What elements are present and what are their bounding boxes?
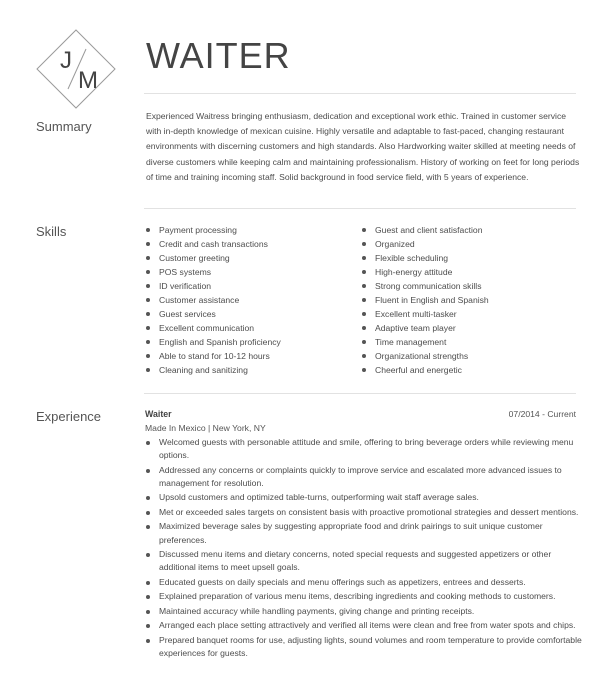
job-bullet-list [145,436,587,662]
skill-item: Customer greeting [145,251,281,265]
job-company: Made In Mexico | New York, NY [145,423,266,433]
divider [144,208,576,209]
skills-list-right [361,223,489,377]
skill-item: Guest services [145,307,281,321]
job-bullet: Upsold customers and optimized table-turns, outperforming wait staff average sales. [145,491,587,504]
skill-item: Cleaning and sanitizing [145,363,281,377]
skills-label: Skills [36,224,67,239]
skill-item: Customer assistance [145,293,281,307]
skill-item: Excellent multi-tasker [361,307,489,321]
skills-list-left [145,223,281,377]
divider [144,93,576,94]
skill-item: Able to stand for 10-12 hours [145,349,281,363]
initial-last: M [78,67,98,94]
monogram-logo [36,29,116,109]
skill-item: POS systems [145,265,281,279]
job-bullet: Educated guests on daily specials and menu offerings such as appetizers, entrees and desserts. [145,576,587,589]
skill-item: Payment processing [145,223,281,237]
skill-item: Adaptive team player [361,321,489,335]
job-bullet: Discussed menu items and dietary concerns, noted special requests and suggested appetizers or other additional items to meet upsell goals. [145,548,587,574]
skill-item: Organized [361,237,489,251]
skill-item: Time management [361,335,489,349]
job-bullet: Welcomed guests with personable attitude and smile, offering to bring beverage orders while reviewing menu options. [145,436,587,462]
summary-text: Experienced Waitress bringing enthusiasm, dedication and exceptional work ethic. Trained in customer service with in-depth knowledge of mexican cuisine. Highly versatile and adaptable to fast-paced, changing restaurant environments with discerning customers and high standards. Also Hardworking waiter skilled at meeting needs of diverse customers while keeping calm and maintaining professionalism. History of working on feet for long periods of time and training incoming staff. Solid background in food service field, with 5 years of experience. [146,111,580,182]
job-title: Waiter [145,409,172,419]
summary-label: Summary [36,119,92,134]
job-bullet: Explained preparation of various menu items, describing ingredients and cooking methods to customers. [145,590,587,603]
job-bullet: Maximized beverage sales by suggesting appropriate food and drink pairings to suit unique customer preferences. [145,520,587,546]
job-dates: 07/2014 - Current [508,409,576,419]
skill-item: ID verification [145,279,281,293]
skill-item: Organizational strengths [361,349,489,363]
divider [144,393,576,394]
job-bullet: Met or exceeded sales targets on consistent basis with proactive promotional strategies and dessert mentions. [145,506,587,519]
job-bullet: Addressed any concerns or complaints quickly to improve service and escalated more advanced issues to management for resolution. [145,464,587,490]
skill-item: Guest and client satisfaction [361,223,489,237]
skill-item: High-energy attitude [361,265,489,279]
diamond-icon [36,29,116,109]
experience-label: Experience [36,409,102,424]
skill-item: Excellent communication [145,321,281,335]
job-bullet: Maintained accuracy while handling payments, giving change and printing receipts. [145,605,587,618]
skill-item: English and Spanish proficiency [145,335,281,349]
skill-item: Cheerful and energetic [361,363,489,377]
job-bullet: Prepared banquet rooms for use, adjusting lights, sound volumes and room temperature to provide comfortable experiences for guests. [145,634,587,660]
skill-item: Strong communication skills [361,279,489,293]
initial-first: J [60,47,72,74]
skill-item: Flexible scheduling [361,251,489,265]
skill-item: Credit and cash transactions [145,237,281,251]
skill-item: Fluent in English and Spanish [361,293,489,307]
job-bullet: Arranged each place setting attractively and verified all items were clean and free from water spots and chips. [145,619,587,632]
page-title: WAITER [146,35,291,76]
